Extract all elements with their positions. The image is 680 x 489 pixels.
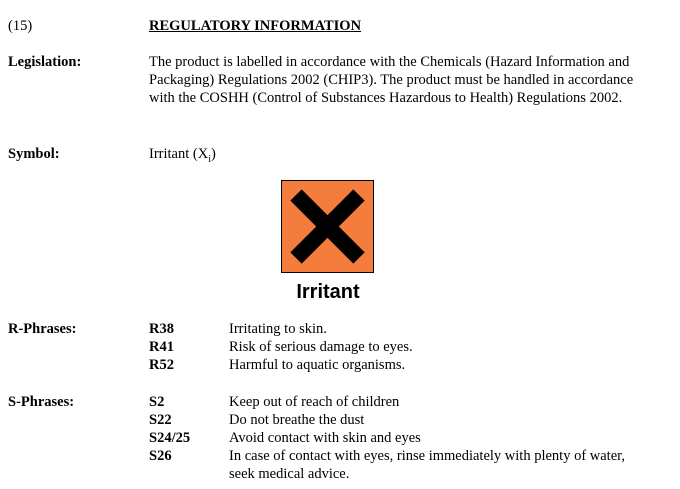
irritant-symbol bbox=[281, 180, 374, 273]
symbol-value bbox=[149, 145, 216, 169]
r-phrase-text: Harmful to aquatic organisms. bbox=[229, 357, 406, 373]
r-phrases-label: R-Phrases: bbox=[8, 321, 77, 337]
section-title: REGULATORY INFORMATION bbox=[149, 18, 362, 34]
irritant-cross-icon bbox=[282, 181, 373, 272]
s-phrases-label: S-Phrases: bbox=[8, 394, 75, 410]
s-phrase-text: Do not breathe the dust bbox=[229, 412, 365, 428]
s-phrase-text: Avoid contact with skin and eyes bbox=[229, 430, 421, 446]
r-phrase-code: R52 bbox=[149, 357, 174, 373]
symbol-caption: Irritant bbox=[296, 281, 360, 303]
s-phrase-text: In case of contact with eyes, rinse immediately with plenty of water, seek medical advice. bbox=[229, 448, 626, 482]
r-phrase-text: Risk of serious damage to eyes. bbox=[229, 339, 413, 355]
legislation-label: Legislation: bbox=[8, 54, 82, 70]
s-phrase-code: S26 bbox=[149, 448, 172, 464]
s-phrase-code: S24/25 bbox=[149, 430, 191, 446]
s-phrase-code: S2 bbox=[149, 394, 165, 410]
s-phrase-code: S22 bbox=[149, 412, 172, 428]
r-phrase-code: R38 bbox=[149, 321, 174, 337]
symbol-value-subscript: i bbox=[208, 153, 211, 165]
symbol-value-prefix: Irritant (X bbox=[149, 146, 209, 162]
r-phrase-text: Irritating to skin. bbox=[229, 321, 327, 337]
r-phrase-code: R41 bbox=[149, 339, 174, 355]
symbol-value-suffix: ) bbox=[210, 146, 216, 162]
s-phrase-text: Keep out of reach of children bbox=[229, 394, 400, 410]
symbol-label: Symbol: bbox=[8, 146, 60, 162]
section-number: (15) bbox=[8, 18, 33, 34]
legislation-text: The product is labelled in accordance with the Chemicals (Hazard Information and Packaging) Regulations 2002 (CHIP3). The product must be handled in accordance with the COSHH (Control of Substances Hazardous to Health) Regulations 2002. bbox=[149, 54, 634, 106]
